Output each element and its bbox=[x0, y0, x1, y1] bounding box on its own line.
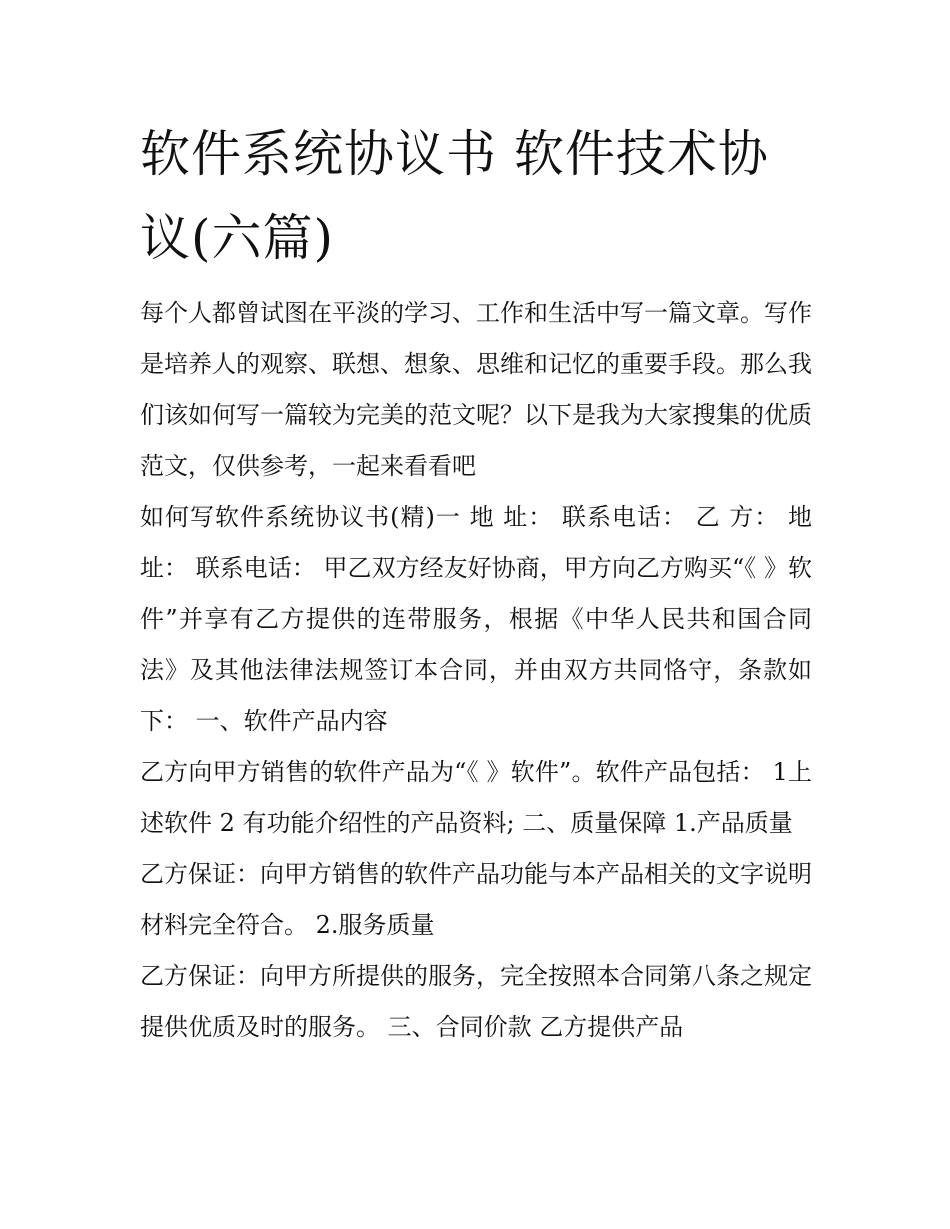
document-title: 软件系统协议书 软件技术协议(六篇) bbox=[140, 125, 769, 267]
paragraph-service-guarantee: 乙方保证：向甲方所提供的服务，完全按照本合同第八条之规定提供优质及时的服务。 三、合同价款 乙方提供产品 bbox=[140, 962, 812, 1041]
document-page bbox=[140, 112, 812, 1053]
paragraph-product-content: 乙方向甲方销售的软件产品为“《 》软件”。软件产品包括： 1上述软件 2 有功能介绍性的产品资料; 二、质量保障 1.产品质量 bbox=[140, 758, 812, 837]
paragraph-intro: 每个人都曾试图在平淡的学习、工作和生活中写一篇文章。写作是培养人的观察、联想、想象、思维和记忆的重要手段。那么我们该如何写一篇较为完美的范文呢？以下是我为大家搜集的优质范文，仅供参考，一起来看看吧 bbox=[140, 299, 812, 480]
paragraph-quality-guarantee: 乙方保证：向甲方销售的软件产品功能与本产品相关的文字说明材料完全符合。 2.服务质量 bbox=[140, 860, 812, 939]
paragraph-parties: 如何写软件系统协议书(精)一 地 址： 联系电话： 乙 方： 地址： 联系电话： 甲乙双方经友好协商，甲方向乙方购买“《 》软件”并享有乙方提供的连带服务，根据《中华人民共和国合同法》及其他法律法规签订本合同，并由双方共同恪守，条款如下： 一、软件产品内容 bbox=[140, 503, 812, 735]
